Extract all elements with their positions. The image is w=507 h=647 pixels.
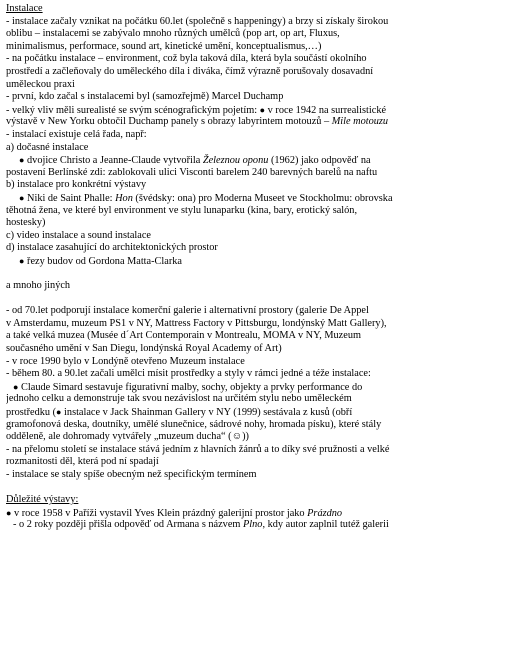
text-line: - na přelomu století se instalace stává jedním z hlavních žánrů a to díky své pružnosti a velké bbox=[6, 443, 390, 455]
list-item-c: c) video instalace a sound instalace bbox=[6, 229, 151, 241]
text-line: odděleně, ale dohromady vytvářely „muzeum ducha“ (☺)) bbox=[6, 431, 249, 443]
artwork-title: Prázdno bbox=[307, 507, 343, 519]
text-fragment: řezy budov od Gordona Matta-Clarka bbox=[27, 255, 182, 267]
bullet-item-matta bbox=[6, 255, 501, 268]
bullet-icon: ● bbox=[13, 381, 19, 392]
text-fragment: Niki de Saint Phalle: bbox=[27, 192, 116, 204]
artwork-title: Železnou oponu bbox=[202, 155, 269, 167]
text-fragment: výstavě v New Yorku obtočil Duchamp panely s obrazy labyrintem motouzů – bbox=[6, 116, 332, 128]
text-fragment: - velký vliv měli surealisté se svým scénografickým pojetím: bbox=[6, 104, 260, 116]
text-line: oblibu – instalacemi se zabývalo mnoho různých umělců (pop art, op art, Fluxus, bbox=[6, 28, 340, 40]
text-line: rozmanitosti děl, která pod ní spadají bbox=[6, 456, 159, 468]
text-fragment: Claude Simard sestavuje figurativní malby, sochy, objekty a prvky performance do bbox=[21, 381, 363, 393]
text-fragment: v roce 1942 na surrealistické bbox=[265, 104, 387, 116]
list-item-a: a) dočasné instalace bbox=[6, 141, 89, 153]
text-line: - první, kdo začal s instalacemi byl (samozřejmě) Marcel Duchamp bbox=[6, 91, 284, 103]
bullet-icon: ● bbox=[19, 192, 25, 203]
text-line: - instalace začaly vznikat na počátku 60.let (společně s happeningy) a brzy si získaly širokou bbox=[6, 15, 389, 27]
text-fragment: , kdy autor zaplnil tutéž galerii bbox=[262, 519, 389, 531]
bullet-item-klein bbox=[6, 507, 501, 520]
text-fragment: - o 2 roky později přišla odpověď od Armana s názvem bbox=[13, 519, 243, 531]
text-line: a také velká muzea (Musée d´Art Contemporain v Montrealu, MOMA v NY, Muzeum bbox=[6, 330, 361, 342]
text-line: těhotná žena, ve které byl environment ve stylu lunaparku (kina, bary, erotický salón, bbox=[6, 204, 358, 216]
text-fragment: (švédsky: ona) pro Moderna Museet ve Stockholmu: obrovska bbox=[132, 192, 393, 204]
artwork-title: Plno bbox=[243, 519, 263, 531]
section-title-instalace: Instalace bbox=[6, 3, 43, 14]
text-line: - v roce 1990 bylo v Londýně otevřeno Muzeum instalace bbox=[6, 355, 245, 367]
list-item-b: b) instalace pro konkrétní výstavy bbox=[6, 179, 147, 191]
text-line: - během 80. a 90.let začali umělci mísit prostředky a styly v rámci jedné a téže instalace: bbox=[6, 368, 371, 380]
artwork-title: Hon bbox=[115, 192, 133, 204]
bullet-icon: ● bbox=[56, 407, 62, 417]
text-fragment: instalace v Jack Shainman Gallery v NY (1999) sestávala z kusů (obří bbox=[61, 407, 353, 418]
text-line-simard-c bbox=[6, 406, 501, 419]
text-line: prostředí a začleňovaly do uměleckého díla i diváka, čímž výrazně porušovaly dosavadní bbox=[6, 65, 374, 77]
artwork-title: Mile motouzu bbox=[331, 116, 389, 128]
bullet-icon: ● bbox=[19, 255, 25, 266]
bullet-item-simard bbox=[6, 381, 501, 394]
text-line: jednoho celku a demonstruje tak svou nezávislost na určitém stylu nebo uměleckém bbox=[6, 393, 352, 405]
bullet-icon: ● bbox=[259, 104, 266, 115]
list-item-d: d) instalace zasahující do architektonických prostor bbox=[6, 242, 218, 254]
bullet-item-christo bbox=[6, 154, 501, 167]
text-line: - instalací existuje celá řada, např: bbox=[6, 128, 147, 140]
bullet-item-niki bbox=[6, 192, 501, 205]
text-line: uměleckou praxi bbox=[6, 78, 75, 90]
text-line: a mnoho jiných bbox=[6, 280, 71, 292]
text-line-influence bbox=[6, 104, 501, 117]
text-fragment: prostředku ( bbox=[6, 407, 57, 418]
bullet-icon: ● bbox=[19, 155, 25, 166]
text-line: postavení Berlínské zdi: zablokovali ulici Visconti barelem 240 barevných barelů na naftu bbox=[6, 166, 378, 178]
section-title-exhibitions: Důležité výstavy: bbox=[6, 494, 79, 506]
text-line: v Amsterdamu, muzeum PS1 v NY, Mattress Factory v Pittsburgu, londýnský Matt Gallery), bbox=[6, 317, 387, 329]
text-line-arman bbox=[6, 519, 501, 532]
text-line: - od 70.let podporují instalace komerční galerie i alternativní prostory (galerie De Appel bbox=[6, 305, 369, 317]
text-line: - instalace se staly spíše obecným než specifickým termínem bbox=[6, 468, 257, 480]
text-fragment: (1962) jako odpověď na bbox=[268, 155, 371, 167]
text-line: současného umění v San Diegu, londýnská Royal Academy of Art) bbox=[6, 343, 282, 355]
text-fragment: v roce 1958 v Paříži vystavil Yves Klein prázdný galerijní prostor jako bbox=[11, 507, 308, 519]
text-line: gramofonová deska, doutníky, umělé slunečnice, sádrové nohy, hromada písku), které stály bbox=[6, 418, 382, 430]
text-fragment: dvojice Christo a Jeanne-Claude vytvořila bbox=[27, 155, 203, 167]
text-line: minimalismus, performace, sound art, kinetické umění, konceptualismus,…) bbox=[6, 40, 322, 52]
text-line-influence-cont bbox=[6, 116, 501, 129]
text-line: hostesky) bbox=[6, 217, 46, 229]
bullet-icon: ● bbox=[6, 507, 12, 518]
text-line: - na počátku instalace – environment, což byla taková díla, která byla součástí okolního bbox=[6, 53, 367, 65]
